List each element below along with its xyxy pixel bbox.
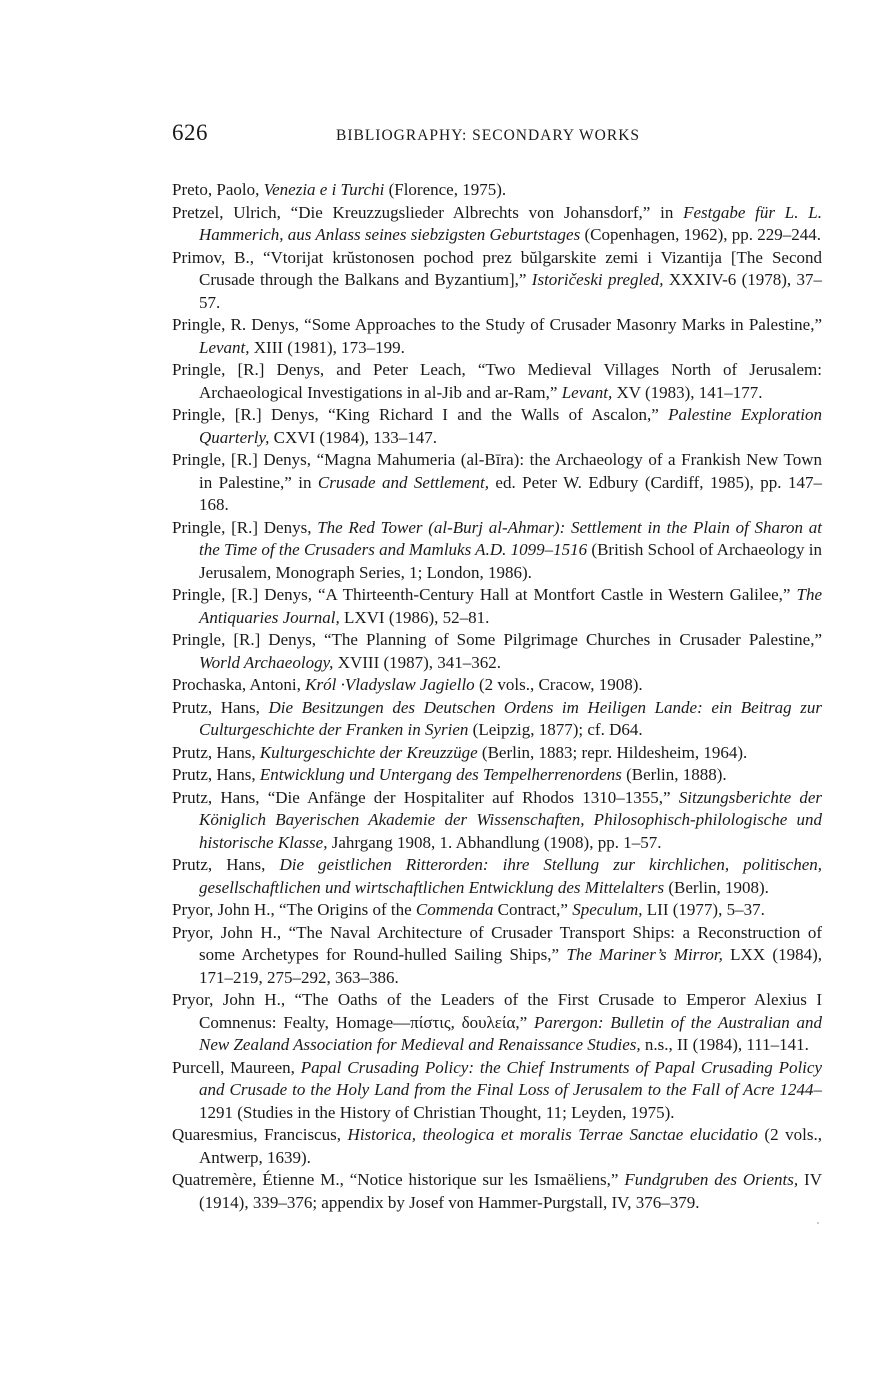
entry-text-segment: 1291 (Studies in the History of Christian Thought, 11; Leyden, 1975).	[199, 1102, 675, 1122]
entry-text-segment: Prutz, Hans,	[172, 765, 260, 784]
bibliography-entry	[172, 742, 822, 765]
entry-text-segment: (British School of Archaeology in Jerusalem, Monograph Series, 1; London, 1986).	[199, 540, 822, 582]
entry-text-segment: ed. Peter W. Edbury (Cardiff, 1985), pp. 147–168.	[199, 472, 822, 514]
running-head	[172, 120, 822, 154]
bibliography-entry	[172, 584, 822, 629]
entry-title-segment: Festgabe für L. L. Hammerich, aus Anlass seines siebzigsten Geburtstages	[199, 202, 822, 244]
bibliography-entry	[172, 449, 822, 517]
entry-title-segment: Die Besitzungen des Deutschen Ordens im Heiligen Lande: ein Beitrag zur Culturgeschichte der Franken in Syrien	[199, 697, 822, 739]
scan-speck	[817, 1222, 819, 1224]
entry-text-segment: Pryor, John H., “The Origins of the	[172, 900, 416, 919]
entry-text-segment: Prutz, Hans,	[172, 742, 260, 762]
entry-title-segment: Historica, theologica et moralis Terrae Sanctae elucidatio	[347, 1125, 758, 1144]
entry-text-segment: Prochaska, Antoni,	[172, 675, 306, 694]
entry-text-segment: Jahrgang 1908, 1. Abhandlung (1908), pp. 1–57.	[327, 832, 662, 852]
entry-title-segment: The Antiquaries Journal,	[199, 585, 822, 627]
bibliography-entry	[172, 314, 822, 359]
bibliography-entry	[172, 989, 822, 1057]
entry-text-segment: (Leipzig, 1877); cf. D64.	[468, 720, 643, 739]
bibliography-list	[172, 179, 822, 1214]
entry-title-segment: World Archaeology,	[199, 652, 334, 672]
entry-title-segment: Die geistlichen Ritterorden: ihre Stellung zur kirchlichen, politischen, gesellschaftlichen und wirtschaftlichen Entwicklung des Mittelalters	[199, 855, 822, 897]
entry-title-segment: Levant,	[199, 337, 250, 357]
bibliography-entry	[172, 179, 822, 202]
bibliography-entry	[172, 922, 822, 990]
bibliography-entry	[172, 787, 822, 855]
entry-text-segment: Pringle, [R.] Denys, and Peter Leach, “Two Medieval Villages North of Jerusalem: Archaeological Investigations in al-Jib and ar-Ram,”	[172, 360, 822, 402]
entry-title-segment: The Red Tower (al-Burj al-Ahmar): Settlement in the Plain of Sharon at the Time of the Crusaders and Mamluks A.D. 1099–1516	[199, 517, 822, 559]
bibliography-entry	[172, 359, 822, 404]
entry-title-segment: Parergon: Bulletin of the Australian and New Zealand Association for Medieval and Renaissance Studies,	[199, 1012, 822, 1054]
entry-text-segment: LII (1977), 5–37.	[642, 900, 765, 919]
entry-text-segment: XIII (1981), 173–199.	[249, 337, 405, 357]
entry-text-segment: Quatremère, Étienne M., “Notice historique sur les Ismaëliens,”	[172, 1170, 625, 1189]
entry-title-segment: Król ·Vladyslaw Jagiello	[305, 675, 475, 694]
entry-text-segment: Pryor, John H., “The Oaths of the Leaders of the First Crusade to Emperor Alexius I Comnenus: Fealty, Homage—πίστις, δουλεία,”	[172, 990, 822, 1032]
entry-text-segment: Pretzel, Ulrich, “Die Kreuzzugslieder Albrechts von Johansdorf,” in	[172, 202, 684, 222]
entry-text-segment: Prutz, Hans,	[172, 855, 280, 874]
entry-title-segment: Crusade and Settlement,	[317, 472, 489, 492]
entry-title-segment: Kulturgeschichte der Kreuzzüge	[259, 742, 478, 762]
entry-text-segment: (Berlin, 1908).	[664, 877, 769, 897]
entry-text-segment: Pryor, John H., “The Naval Architecture of Crusader Transport Ships: a Reconstruction of some Archetypes for Round-hulled Sailing Ships,”	[172, 922, 822, 964]
bibliography-entry	[172, 764, 822, 787]
entry-text-segment: (Berlin, 1888).	[621, 765, 727, 784]
entry-text-segment: Primov, B., “Vtorijat krŭstonosen pochod prez bŭlgarskite zemi i Vizantija [The Second Crusade through the Balkans and Byzantium],”	[172, 247, 822, 289]
page-number: 626	[172, 120, 208, 145]
running-head-title: BIBLIOGRAPHY: SECONDARY WORKS	[336, 127, 641, 144]
entry-text-segment: Pringle, [R.] Denys, “The Planning of Some Pilgrimage Churches in Crusader Palestine,”	[172, 630, 822, 649]
bibliography-entry	[172, 629, 822, 674]
entry-text-segment: Pringle, R. Denys, “Some Approaches to the Study of Crusader Masonry Marks in Palestine,”	[172, 315, 822, 334]
entry-text-segment: LXVI (1986), 52–81.	[339, 607, 490, 627]
entry-text-segment: CXVI (1984), 133–147.	[269, 427, 437, 447]
entry-title-segment: Entwicklung und Untergang des Tempelherrenordens	[259, 765, 622, 784]
entry-title-segment: Palestine Exploration Quarterly,	[199, 405, 822, 447]
entry-text-segment: XXXIV-6 (1978), 37–57.	[199, 270, 822, 312]
entry-title-segment: Levant,	[561, 382, 613, 402]
entry-title-segment: Venezia e i Turchi	[263, 180, 385, 199]
entry-title-segment: Istoričeski pregled,	[531, 270, 664, 289]
bibliography-entry	[172, 1124, 822, 1169]
entry-text-segment: Prutz, Hans, “Die Anfänge der Hospitaliter auf Rhodos 1310–1355,”	[172, 787, 679, 807]
entry-text-segment: (Copenhagen, 1962), pp. 229–244.	[580, 225, 822, 244]
entry-text-segment: LXX (1984), 171–219, 275–292, 363–386.	[199, 945, 822, 987]
bibliography-entry	[172, 697, 822, 742]
entry-title-segment: Commenda	[415, 900, 494, 919]
entry-text-segment: Pringle, [R.] Denys, “King Richard I and the Walls of Ascalon,”	[172, 405, 669, 424]
entry-text-segment: Pringle, [R.] Denys, “Magna Mahumeria (al-Bīra): the Archaeology of a Frankish New Town in Palestine,” in	[172, 450, 822, 492]
entry-text-segment: Prutz, Hans,	[172, 697, 269, 717]
entry-text-segment: Preto, Paolo,	[172, 180, 264, 199]
entry-text-segment: (2 vols., Antwerp, 1639).	[199, 1125, 822, 1167]
entry-title-segment: Papal Crusading Policy: the Chief Instruments of Papal Crusading Policy and Crusade to the Holy Land from the Final Loss of Jerusalem to the Fall of Acre 1244–	[199, 1057, 822, 1099]
bibliography-entry	[172, 899, 822, 922]
entry-text-segment: (Florence, 1975).	[384, 180, 507, 199]
bibliography-entry	[172, 674, 822, 697]
entry-text-segment: XV (1983), 141–177.	[612, 382, 763, 402]
entry-text-segment: (Berlin, 1883; repr. Hildesheim, 1964).	[477, 742, 748, 762]
entry-text-segment: Purcell, Maureen,	[172, 1057, 301, 1077]
entry-text-segment: XVIII (1987), 341–362.	[333, 652, 502, 672]
entry-title-segment: Speculum,	[572, 900, 643, 919]
bibliography-entry	[172, 202, 822, 247]
bibliography-entry	[172, 404, 822, 449]
bibliography-entry	[172, 517, 822, 585]
entry-text-segment: Pringle, [R.] Denys, “A Thirteenth-Century Hall at Montfort Castle in Western Galilee,”	[172, 585, 797, 604]
entry-text-segment: Pringle, [R.] Denys,	[172, 517, 318, 537]
bibliography-entry	[172, 1057, 822, 1125]
entry-title-segment: Sitzungsberichte der Königlich Bayerischen Akademie der Wissenschaften, Philosophisch-philologische und historische Klasse,	[199, 787, 822, 852]
bibliography-entry	[172, 247, 822, 315]
entry-text-segment: n.s., II (1984), 111–141.	[640, 1035, 809, 1054]
entry-text-segment: Contract,”	[493, 900, 573, 919]
bibliography-entry	[172, 854, 822, 899]
entry-text-segment: (2 vols., Cracow, 1908).	[474, 675, 643, 694]
entry-text-segment: Quaresmius, Franciscus,	[172, 1125, 348, 1144]
entry-text-segment: IV (1914), 339–376; appendix by Josef von Hammer-Purgstall, IV, 376–379.	[199, 1170, 822, 1212]
entry-title-segment: Fundgruben des Orients,	[624, 1170, 799, 1189]
entry-title-segment: The Mariner’s Mirror,	[566, 945, 723, 964]
bibliography-entry	[172, 1169, 822, 1214]
